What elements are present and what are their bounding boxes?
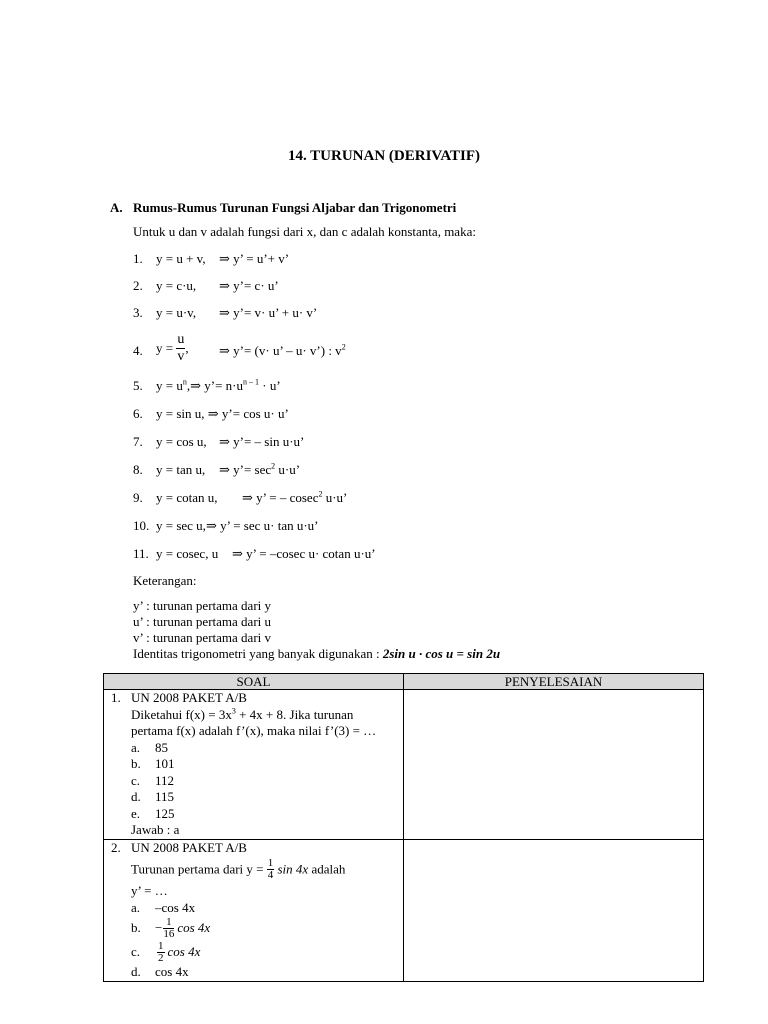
question-cell	[104, 690, 404, 840]
question-source: UN 2008 PAKET A/B	[131, 839, 247, 855]
formula-lhs-tail: ,	[186, 378, 191, 393]
option-label: d.	[131, 789, 141, 804]
table-header-row	[104, 674, 704, 690]
fraction-numerator: u	[177, 332, 185, 347]
formula-rhs-text: ⇒ y’= (v· u’ – u· v’) : v	[219, 343, 342, 358]
formula-rhs	[219, 343, 346, 359]
formula-rhs-tail: u·u’	[322, 490, 348, 505]
formula-number: 10.	[133, 518, 150, 533]
formula-lhs	[156, 406, 289, 422]
formula-number: 1.	[133, 251, 143, 266]
option-label: a.	[131, 739, 141, 755]
formula-rhs-text: ⇒ y’ = – cosec	[242, 490, 319, 505]
option-label: d.	[131, 964, 141, 979]
option	[131, 940, 403, 964]
formula-number: 6.	[133, 406, 143, 421]
question-text: y’ = …	[131, 883, 168, 898]
formula-rhs: ⇒ y’ = u’+ v’	[219, 251, 290, 266]
formula-rhs-text: ⇒ y’= cos u· u’	[207, 406, 289, 421]
note-line: u’ : turunan pertama dari u	[133, 614, 272, 629]
formula-lhs	[156, 332, 189, 365]
identity-text: Identitas trigonometri yang banyak digunakan :	[133, 646, 380, 661]
formula-rhs-text: ⇒ y’= sec	[219, 462, 272, 477]
option-value: 115	[155, 789, 175, 804]
option-value: –cos 4x	[155, 899, 196, 915]
question-text-part: + 4x + 8. Jika turunan	[235, 706, 354, 722]
option-value: 101	[155, 756, 175, 771]
formula-number: 5.	[133, 378, 143, 393]
formula-lhs-text: y =	[156, 340, 174, 356]
solution-cell	[404, 839, 704, 981]
question-text-math: sin 4x	[277, 861, 309, 877]
question-text	[131, 858, 403, 881]
notes-list	[133, 598, 500, 662]
fraction-denominator: 2	[158, 951, 164, 964]
table-row	[104, 690, 704, 840]
question-cell	[104, 839, 404, 981]
option-value: 112	[155, 772, 175, 788]
formula-lhs: y = cos u,	[156, 434, 207, 449]
question-number: 2.	[111, 839, 121, 855]
option-sign: −	[155, 919, 163, 935]
formula-rhs-sup: n – 1	[242, 377, 259, 387]
option-fraction	[163, 917, 174, 940]
option	[131, 900, 403, 917]
formula-number: 7.	[133, 434, 143, 449]
option	[131, 773, 403, 790]
option-value: cos 4x	[155, 964, 189, 979]
option	[131, 806, 403, 823]
question-text: pertama f(x) adalah f’(x), maka nilai f’(3) = …	[131, 723, 377, 738]
answer: Jawab : a	[131, 822, 180, 837]
question-source: UN 2008 PAKET A/B	[131, 690, 247, 705]
formula-number: 9.	[133, 490, 143, 505]
identity-formula: 2sin u · cos u = sin 2u	[382, 646, 501, 661]
formula-number: 2.	[133, 278, 143, 293]
formula-rhs-sup: 2	[341, 342, 346, 352]
question-table	[103, 673, 704, 982]
formula-lhs	[156, 378, 281, 394]
formula-lhs	[156, 518, 319, 534]
formula-number: 4.	[133, 343, 143, 358]
notes-heading: Keterangan:	[133, 573, 197, 588]
formula-rhs-sup: 2	[318, 489, 323, 499]
option-label: c.	[131, 943, 141, 959]
formula-rhs: ⇒ y’ = –cosec u· cotan u·u’	[232, 546, 376, 561]
question-text-part: adalah	[311, 861, 346, 877]
fraction-numerator: 1	[158, 939, 164, 952]
formula-rhs: ⇒ y’= c· u’	[219, 278, 279, 293]
option-label: e.	[131, 805, 141, 821]
question-body	[104, 840, 403, 981]
note-line: y’ : turunan pertama dari y	[133, 598, 272, 613]
option-label: b.	[131, 919, 141, 935]
section-intro: Untuk u dan v adalah fungsi dari x, dan c adalah konstanta, maka:	[133, 224, 476, 239]
option-fraction	[157, 941, 165, 964]
question-text-part: Turunan pertama dari y =	[131, 861, 264, 877]
option-value: cos 4x	[167, 943, 201, 959]
formula-lhs-text: y = sin u,	[156, 406, 205, 421]
table-row	[104, 839, 704, 981]
question-number: 1.	[111, 690, 121, 705]
option	[131, 740, 403, 757]
option	[131, 789, 403, 806]
header-penyelesaian: PENYELESAIAN	[404, 674, 704, 690]
formula-rhs: ⇒ y’= – sin u·u’	[219, 434, 305, 449]
question-text-part: Diketahui f(x) = 3x	[131, 706, 232, 722]
fraction-denominator: 4	[267, 869, 274, 881]
fraction-denominator: v	[177, 349, 185, 364]
formula-rhs	[219, 462, 300, 478]
question-body	[104, 690, 403, 839]
formula-rhs	[242, 490, 347, 506]
fraction-one-quarter	[267, 858, 275, 881]
formula-lhs-text: y = u	[156, 378, 183, 393]
formula-rhs-text: ⇒ y’= n·u	[190, 378, 243, 393]
formula-number: 8.	[133, 462, 143, 477]
section-heading: Rumus-Rumus Turunan Fungsi Aljabar dan Trigonometri	[133, 200, 457, 215]
formula-lhs: y = tan u,	[156, 462, 206, 477]
question-text-sup: 3	[231, 706, 236, 716]
formula-number: 3.	[133, 305, 143, 320]
formula-rhs: ⇒ y’= v· u’ + u· v’	[219, 305, 318, 320]
formula-rhs-tail: u·u’	[275, 462, 301, 477]
option-value: 125	[155, 805, 175, 821]
page-title: 14. TURUNAN (DERIVATIF)	[287, 148, 481, 164]
option	[131, 916, 403, 940]
solution-cell	[404, 690, 704, 840]
formula-lhs-text: y = sec u,	[156, 518, 206, 533]
fraction-numerator: 1	[163, 917, 174, 929]
formula-lhs-tail: ,	[185, 340, 189, 356]
option-label: b.	[131, 756, 141, 771]
section-letter: A.	[110, 200, 123, 215]
formula-lhs-sup: n	[182, 377, 187, 387]
formula-lhs: y = cosec, u	[156, 546, 219, 561]
formula-lhs: y = u·v,	[156, 305, 197, 320]
option-label: a.	[131, 899, 141, 915]
option-value: 85	[155, 739, 168, 755]
option	[131, 964, 403, 981]
formula-rhs-tail: · u’	[258, 378, 281, 393]
option	[131, 756, 403, 773]
formula-lhs: y = c·u,	[156, 278, 197, 293]
option-label: c.	[131, 772, 141, 788]
header-soal: SOAL	[104, 674, 404, 690]
note-line: v’ : turunan pertama dari v	[133, 630, 272, 645]
formula-lhs: y = u + v,	[156, 251, 206, 266]
fraction-numerator: 1	[267, 857, 274, 869]
formula-lhs: y = cotan u,	[156, 490, 218, 505]
identity-note	[133, 646, 500, 662]
formula-number: 11.	[133, 546, 149, 561]
formula-rhs-sup: 2	[271, 461, 276, 471]
option-value: cos 4x	[177, 919, 211, 935]
question-text	[131, 707, 403, 724]
formula-rhs-text: ⇒ y’ = sec u· tan u·u’	[205, 518, 319, 533]
fraction-denominator: 16	[163, 927, 175, 940]
fraction-u-over-v	[176, 332, 185, 365]
